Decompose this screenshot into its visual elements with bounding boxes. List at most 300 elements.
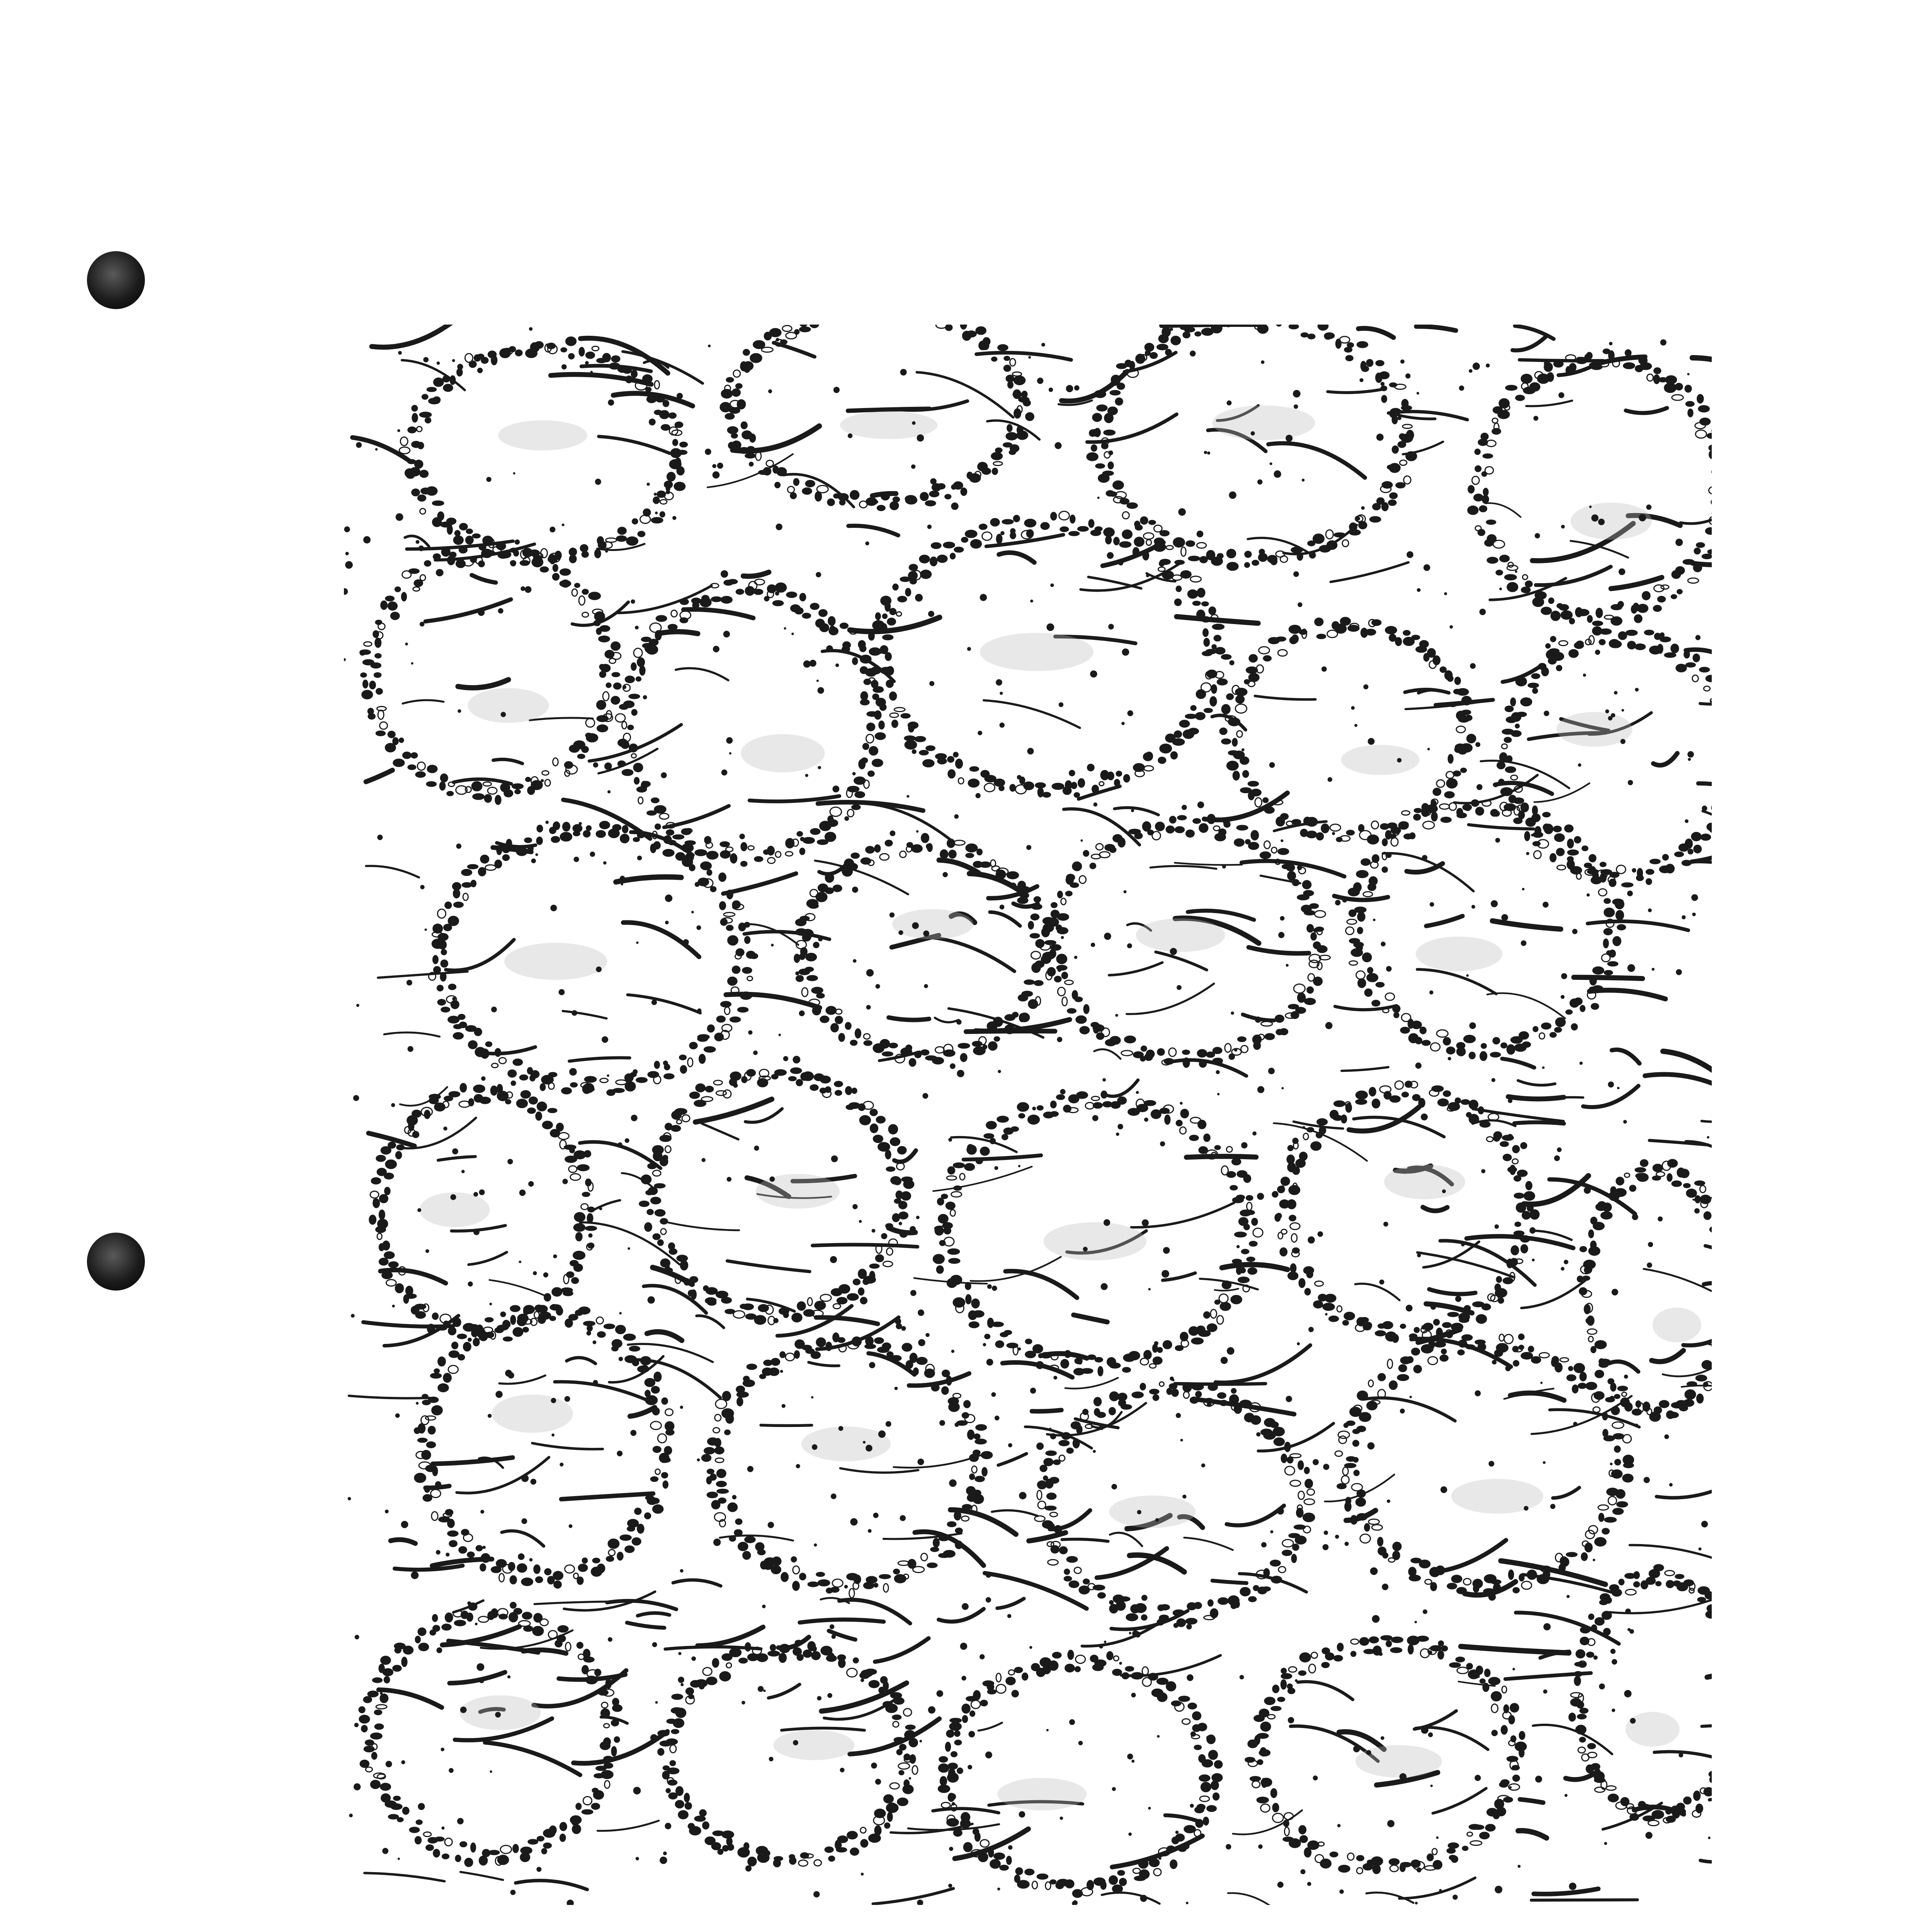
- nucleus: [903, 1709, 912, 1716]
- stromal-cell: [1186, 1902, 1189, 1905]
- nucleus: [675, 1801, 684, 1808]
- stromal-cell: [840, 1768, 845, 1772]
- stromal-cell: [1128, 1832, 1132, 1836]
- nucleus: [363, 680, 368, 688]
- nucleus: [951, 1192, 962, 1197]
- nucleus: [1342, 540, 1349, 547]
- nucleus: [538, 1316, 546, 1323]
- nucleus: [1486, 520, 1496, 524]
- nucleus: [1004, 365, 1010, 371]
- nucleus: [368, 708, 373, 714]
- nucleus: [1330, 824, 1341, 831]
- stromal-cell: [699, 1684, 705, 1689]
- nucleus: [1447, 1047, 1455, 1054]
- nucleus: [1400, 1864, 1405, 1872]
- nucleus: [1695, 1196, 1700, 1203]
- nucleus: [483, 536, 493, 545]
- nucleus: [587, 826, 591, 830]
- nucleus: [789, 1077, 796, 1081]
- stromal-cell: [939, 1420, 945, 1426]
- stroma-streak: [563, 1011, 607, 1019]
- nucleus: [987, 1022, 997, 1030]
- stromal-cell: [1026, 845, 1031, 850]
- nucleus: [688, 1823, 694, 1829]
- nucleus: [372, 1752, 377, 1759]
- nucleus: [1110, 1363, 1120, 1368]
- stromal-cell: [1011, 1690, 1019, 1697]
- nucleus: [617, 1552, 623, 1560]
- nucleus: [1194, 1830, 1201, 1837]
- nucleus: [1512, 1159, 1518, 1164]
- nucleus: [1582, 1553, 1587, 1561]
- nucleus: [1340, 337, 1350, 343]
- nucleus: [1307, 1489, 1315, 1495]
- stromal-cell: [1664, 1434, 1669, 1439]
- nucleus: [1591, 1347, 1596, 1353]
- nucleus: [1200, 1796, 1209, 1801]
- nucleus: [471, 880, 476, 887]
- nucleus: [1122, 512, 1129, 519]
- nucleus: [795, 608, 803, 614]
- nucleus: [764, 850, 769, 854]
- nucleus: [1070, 515, 1075, 523]
- nucleus: [1378, 1374, 1386, 1381]
- nucleus: [913, 1566, 924, 1573]
- stromal-cell: [1157, 1735, 1160, 1738]
- stromal-cell: [452, 1148, 458, 1155]
- nucleus: [1456, 726, 1465, 733]
- stromal-cell: [1612, 1709, 1615, 1712]
- stroma-streak: [566, 1358, 595, 1364]
- nucleus: [655, 1210, 665, 1216]
- nucleus: [762, 347, 773, 352]
- nucleus: [408, 427, 416, 433]
- nucleus: [896, 612, 901, 616]
- nucleus: [1134, 537, 1144, 546]
- stromal-cell: [1186, 1624, 1192, 1630]
- nucleus: [425, 561, 431, 566]
- stromal-cell: [1628, 964, 1635, 972]
- stromal-cell: [591, 1088, 595, 1091]
- colloid-smudge: [840, 411, 937, 439]
- nucleus: [1511, 698, 1515, 706]
- nucleus: [513, 1059, 522, 1065]
- nucleus: [1158, 757, 1166, 764]
- nucleus: [1272, 1577, 1282, 1583]
- nucleus: [1037, 1874, 1048, 1879]
- nucleus: [1074, 1567, 1081, 1573]
- nucleus: [1263, 798, 1268, 803]
- stromal-cell: [865, 541, 869, 545]
- stromal-cell: [862, 1278, 869, 1285]
- nucleus: [612, 673, 620, 677]
- nucleus: [1401, 406, 1412, 410]
- nucleus: [1465, 715, 1472, 720]
- nucleus: [754, 589, 762, 594]
- nucleus: [1511, 1037, 1522, 1043]
- nucleus: [1357, 1514, 1367, 1520]
- nucleus: [1337, 1643, 1343, 1651]
- stromal-cell: [1091, 943, 1095, 947]
- nucleus: [939, 1764, 949, 1772]
- nucleus: [427, 782, 436, 786]
- stromal-cell: [354, 1723, 359, 1727]
- nucleus: [522, 1612, 532, 1619]
- stromal-cell: [416, 1402, 418, 1405]
- nucleus: [675, 422, 683, 427]
- nucleus: [1094, 1398, 1101, 1406]
- stromal-cell: [1240, 1675, 1244, 1680]
- nucleus: [923, 760, 934, 767]
- nucleus: [1432, 812, 1437, 821]
- nucleus: [432, 939, 443, 948]
- nucleus: [847, 1668, 857, 1677]
- nucleus: [1624, 1173, 1630, 1177]
- nucleus: [1288, 872, 1296, 880]
- nucleus: [937, 555, 947, 562]
- nucleus: [1014, 515, 1019, 522]
- nucleus: [1392, 416, 1397, 424]
- nucleus: [1054, 1526, 1061, 1533]
- nucleus: [1246, 1196, 1253, 1200]
- nucleus: [520, 1853, 530, 1862]
- nucleus: [1340, 617, 1350, 625]
- nucleus: [1552, 1357, 1559, 1364]
- nucleus: [1378, 1547, 1386, 1555]
- stromal-cell: [488, 1414, 492, 1418]
- stromal-cell: [1429, 990, 1433, 994]
- nucleus: [1292, 1554, 1296, 1563]
- nucleus: [628, 1527, 635, 1531]
- nucleus: [1388, 1558, 1395, 1562]
- nucleus: [420, 470, 428, 477]
- stromal-cell: [1513, 1360, 1519, 1367]
- nucleus: [665, 1447, 672, 1454]
- nucleus: [967, 1145, 976, 1154]
- stroma-streak: [939, 860, 978, 873]
- nucleus: [902, 1344, 912, 1351]
- nucleus: [964, 1401, 970, 1408]
- stromal-cell: [1339, 1889, 1344, 1894]
- nucleus: [634, 764, 643, 772]
- nucleus: [1474, 494, 1483, 501]
- nucleus: [1197, 588, 1205, 597]
- nucleus: [535, 342, 543, 348]
- nucleus: [1195, 1807, 1204, 1813]
- stromal-cell: [740, 834, 745, 839]
- nucleus: [969, 1454, 978, 1461]
- nucleus: [861, 1840, 868, 1847]
- nucleus: [1251, 831, 1259, 840]
- nucleus: [1190, 1135, 1199, 1140]
- nucleus: [732, 966, 740, 973]
- nucleus: [1372, 1525, 1382, 1530]
- stroma-streak: [647, 1332, 682, 1341]
- stromal-cell: [1059, 702, 1063, 707]
- stromal-cell: [1470, 663, 1476, 669]
- nucleus: [525, 838, 532, 843]
- nucleus: [1157, 1678, 1168, 1684]
- nucleus: [1017, 1103, 1029, 1111]
- nucleus: [1619, 632, 1627, 639]
- nucleus: [863, 743, 869, 749]
- stromal-cell: [1475, 1390, 1481, 1396]
- stromal-cell: [599, 664, 605, 670]
- stromal-cell: [830, 1256, 837, 1263]
- nucleus: [1018, 898, 1028, 903]
- stromal-cell: [848, 434, 852, 438]
- nucleus: [1369, 1519, 1379, 1525]
- stromal-cell: [535, 853, 538, 856]
- nucleus: [1065, 1350, 1071, 1357]
- nucleus: [724, 913, 735, 917]
- nucleus: [1133, 548, 1139, 556]
- nucleus: [898, 1798, 908, 1806]
- nucleus: [1346, 1497, 1351, 1504]
- nucleus: [1599, 1514, 1604, 1522]
- nucleus: [1463, 1846, 1468, 1850]
- nucleus: [996, 1673, 1001, 1682]
- nucleus: [1264, 656, 1271, 661]
- nucleus: [1276, 1029, 1283, 1034]
- nucleus: [1293, 1544, 1299, 1550]
- stroma-streak: [1187, 1156, 1256, 1157]
- nucleus: [1099, 852, 1110, 857]
- stromal-cell: [1632, 1214, 1638, 1220]
- nucleus: [830, 807, 842, 816]
- stromal-cell: [604, 762, 612, 770]
- stroma-streak: [1417, 969, 1497, 994]
- nucleus: [574, 1151, 585, 1159]
- nucleus: [604, 1763, 612, 1768]
- nucleus: [412, 1110, 421, 1117]
- stroma-streak: [378, 971, 468, 978]
- stromal-cell: [1190, 1804, 1194, 1808]
- nucleus: [1078, 779, 1085, 787]
- nucleus: [1118, 1871, 1124, 1875]
- nucleus: [432, 1406, 442, 1415]
- nucleus: [466, 1026, 476, 1031]
- nucleus: [677, 1255, 687, 1261]
- nucleus: [495, 796, 501, 804]
- nucleus: [469, 1041, 477, 1049]
- nucleus: [1526, 581, 1532, 587]
- stromal-cell: [782, 1404, 786, 1408]
- nucleus: [1533, 842, 1540, 845]
- nucleus: [384, 1677, 389, 1683]
- stroma-streak: [659, 632, 697, 634]
- nucleus: [667, 1719, 676, 1723]
- stromal-cell: [884, 1822, 890, 1828]
- nucleus: [1278, 1697, 1285, 1702]
- nucleus: [602, 1702, 608, 1708]
- nucleus: [682, 844, 693, 852]
- nucleus: [835, 1090, 842, 1095]
- nucleus: [1192, 1384, 1203, 1390]
- nucleus: [1330, 1111, 1338, 1119]
- nucleus: [1220, 1303, 1230, 1310]
- nucleus: [1121, 1051, 1133, 1056]
- nucleus: [973, 1041, 982, 1046]
- nucleus: [429, 1094, 440, 1099]
- nucleus: [962, 1704, 970, 1713]
- stromal-cell: [1297, 1342, 1300, 1345]
- nucleus: [1048, 1560, 1058, 1565]
- nucleus: [1604, 908, 1614, 917]
- nucleus: [1500, 1782, 1508, 1787]
- nucleus: [1281, 1454, 1287, 1463]
- stromal-cell: [1543, 902, 1548, 908]
- nucleus: [1401, 811, 1410, 815]
- stroma-streak: [1227, 1506, 1284, 1526]
- nucleus: [433, 1626, 440, 1631]
- stromal-cell: [519, 1190, 526, 1196]
- stroma-streak: [1461, 1646, 1569, 1653]
- stroma-streak: [561, 1493, 653, 1499]
- nucleus: [1610, 641, 1621, 648]
- nucleus: [622, 770, 633, 776]
- stromal-cell: [529, 327, 532, 331]
- nucleus: [457, 1334, 466, 1338]
- nucleus: [1304, 1267, 1313, 1274]
- nucleus: [399, 447, 410, 454]
- nucleus: [527, 1068, 532, 1074]
- nucleus: [931, 543, 941, 549]
- nucleus: [388, 602, 397, 610]
- nucleus: [408, 765, 416, 770]
- nucleus: [984, 783, 995, 792]
- stromal-cell: [895, 1387, 898, 1390]
- stromal-cell: [683, 939, 689, 945]
- stromal-cell: [906, 795, 909, 798]
- nucleus: [1169, 1384, 1177, 1389]
- nucleus: [1677, 590, 1682, 594]
- stromal-cell: [850, 1518, 857, 1526]
- nucleus: [569, 548, 577, 556]
- nucleus: [719, 873, 726, 881]
- nucleus: [1290, 1454, 1301, 1458]
- stromal-cell: [713, 471, 720, 479]
- stromal-cell: [1137, 1510, 1141, 1514]
- nucleus: [996, 1341, 1004, 1347]
- nucleus: [802, 988, 808, 997]
- nucleus: [1277, 325, 1281, 326]
- stromal-cell: [1261, 1542, 1267, 1548]
- nucleus: [1505, 767, 1515, 772]
- nucleus: [876, 613, 880, 620]
- nucleus: [796, 976, 803, 981]
- stromal-cell: [619, 1312, 622, 1314]
- stromal-cell: [652, 1642, 657, 1647]
- nucleus: [1599, 889, 1607, 896]
- nucleus: [707, 870, 712, 875]
- stromal-cell: [418, 1803, 425, 1810]
- stromal-cell: [1591, 514, 1599, 522]
- stroma-streak: [1702, 1724, 1712, 1726]
- nucleus: [741, 422, 747, 429]
- nucleus: [1442, 1323, 1451, 1327]
- nucleus: [1442, 1646, 1447, 1651]
- nucleus: [1188, 1703, 1197, 1709]
- nucleus: [1532, 1357, 1541, 1363]
- nucleus: [427, 388, 436, 391]
- nucleus: [418, 495, 425, 501]
- nucleus: [926, 1056, 937, 1060]
- nucleus: [373, 631, 379, 638]
- nucleus: [648, 1163, 656, 1168]
- nucleus: [1019, 1014, 1025, 1022]
- nucleus: [1468, 506, 1478, 514]
- nucleus: [647, 1209, 653, 1214]
- nucleus: [864, 1041, 872, 1046]
- stroma-streak: [750, 796, 840, 801]
- nucleus: [512, 784, 523, 789]
- nucleus: [463, 893, 468, 900]
- nucleus: [946, 325, 952, 330]
- stromal-cell: [1611, 713, 1615, 718]
- stromal-cell: [699, 1809, 707, 1817]
- nucleus: [576, 1803, 581, 1810]
- nucleus: [1074, 1369, 1084, 1375]
- nucleus: [840, 623, 848, 628]
- nucleus: [728, 580, 737, 584]
- nucleus: [1342, 1476, 1349, 1484]
- stroma-streak: [1064, 809, 1139, 845]
- nucleus: [480, 1564, 486, 1571]
- nucleus: [1235, 1232, 1246, 1237]
- nucleus: [1243, 770, 1249, 777]
- nucleus: [1513, 1146, 1519, 1153]
- nucleus: [1213, 1793, 1219, 1800]
- nucleus: [366, 1740, 374, 1745]
- stromal-cell: [474, 354, 481, 362]
- stromal-cell: [1442, 1189, 1446, 1193]
- stromal-cell: [647, 483, 650, 486]
- stromal-cell: [1175, 1831, 1179, 1834]
- nucleus: [1189, 556, 1200, 561]
- nucleus: [1337, 1306, 1342, 1312]
- nucleus: [1684, 651, 1690, 658]
- stromal-cell: [928, 1706, 935, 1714]
- nucleus: [1294, 984, 1305, 993]
- stroma-streak: [850, 1719, 939, 1754]
- nucleus: [1347, 343, 1354, 347]
- nucleus: [1124, 775, 1129, 782]
- nucleus: [1010, 359, 1016, 366]
- stroma-streak: [1298, 1682, 1353, 1699]
- nucleus: [1584, 1304, 1590, 1313]
- nucleus: [1509, 1570, 1513, 1579]
- nucleus: [993, 462, 1003, 466]
- stromal-cell: [996, 679, 1002, 686]
- stromal-cell: [928, 611, 934, 617]
- nucleus: [1363, 892, 1372, 897]
- nucleus: [1623, 1435, 1631, 1443]
- stromal-cell: [603, 861, 607, 865]
- nucleus: [1079, 1586, 1089, 1594]
- stromal-cell: [617, 1451, 622, 1456]
- stromal-cell: [1277, 1508, 1284, 1515]
- nucleus: [1660, 1401, 1669, 1408]
- nucleus: [573, 825, 582, 832]
- nucleus: [1706, 1611, 1712, 1618]
- nucleus: [894, 1698, 904, 1704]
- nucleus: [703, 1668, 712, 1675]
- nucleus: [1610, 1585, 1619, 1591]
- stromal-cell: [1136, 1091, 1139, 1094]
- nucleus: [503, 1337, 512, 1341]
- punch-hole-top: [87, 251, 145, 309]
